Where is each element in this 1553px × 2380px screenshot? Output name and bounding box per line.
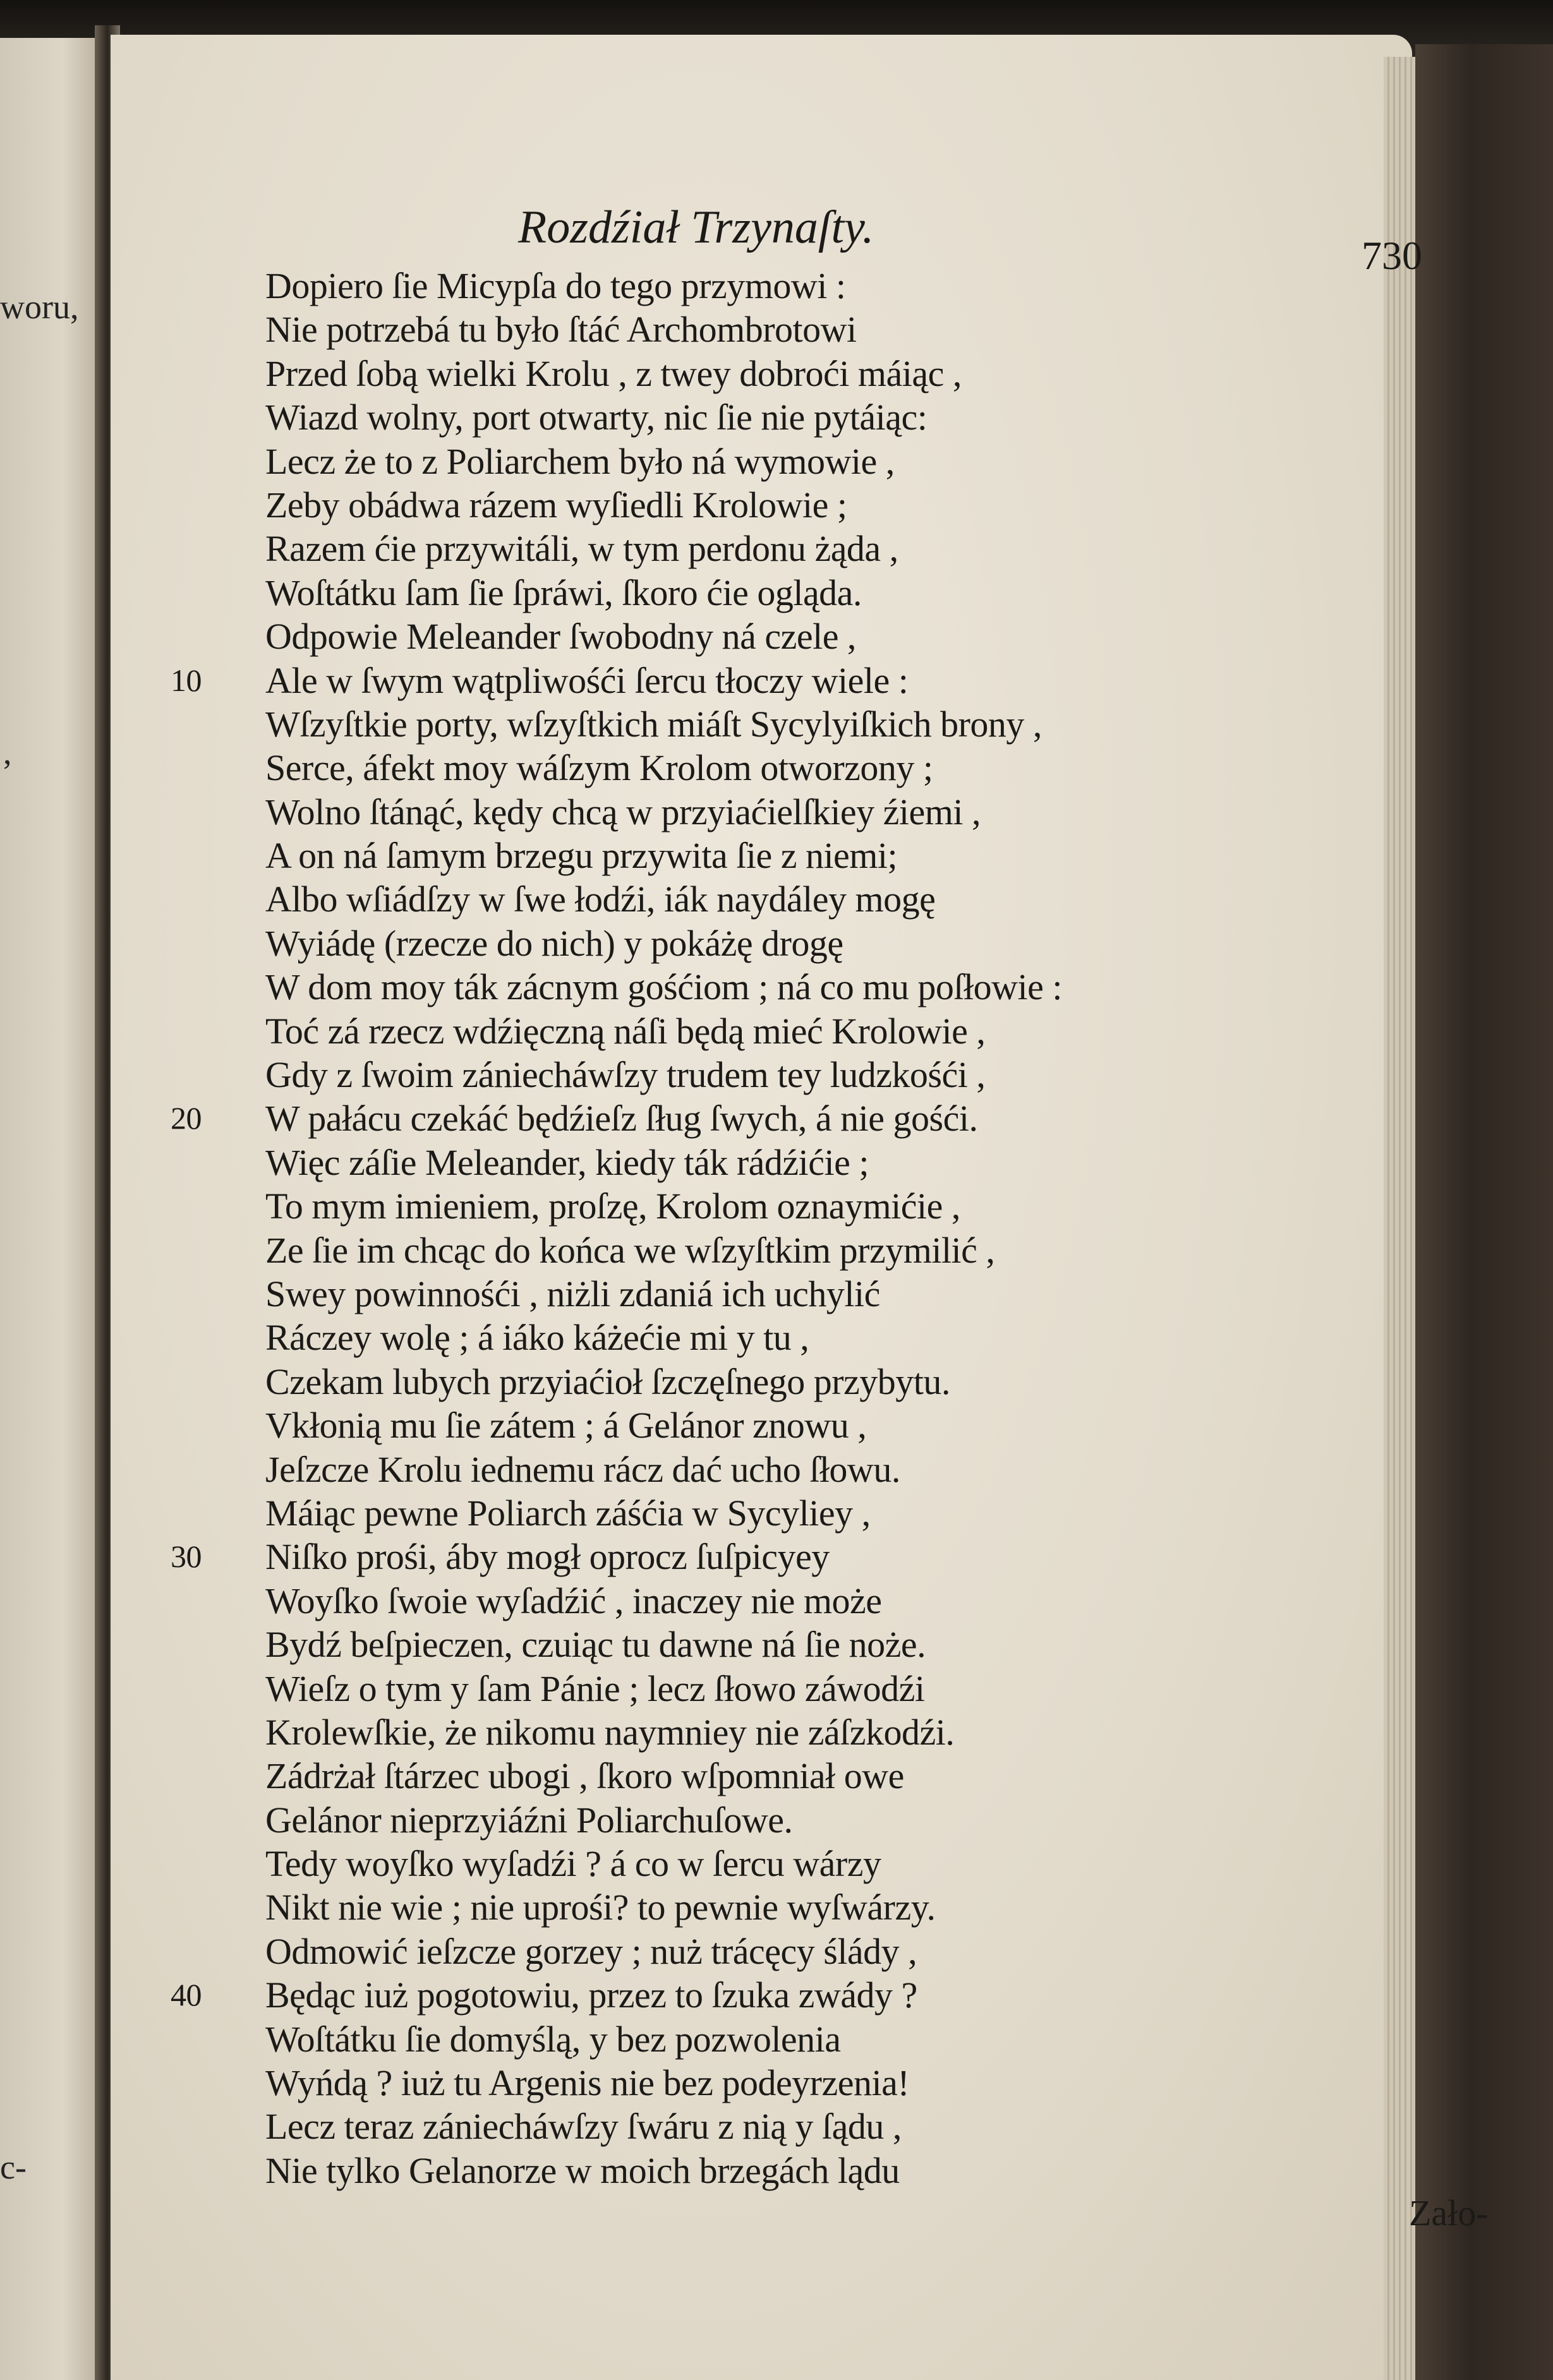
verse-line [265,2105,1403,2148]
verse-line-text: A on ná ſamym brzegu przywita ſie z niemi; [265,835,898,877]
verse-line-text: Vkłonią mu ſie zátem ; á Gelánor znowu , [265,1405,867,1446]
verse-line [265,615,1403,658]
verse-line [265,1053,1403,1097]
verse-line [265,2017,1403,2061]
verse-line [265,2061,1403,2105]
verse-line [265,1930,1403,1973]
verse-line [265,922,1403,965]
verse-line [265,571,1403,615]
verse-line-text: Zeby obádwa rázem wyſiedli Krolowie ; [265,484,847,526]
verse-line [265,965,1403,1009]
verse-line [265,308,1403,351]
verse-line [265,1229,1403,1272]
line-number: 40 [171,1977,202,2013]
verse-line-text: Krolewſkie, że nikomu naymniey nie záſzkodźi. [265,1711,955,1753]
verse-line [265,1667,1403,1710]
verse-line-text: Przed ſobą wielki Krolu , z twey dobroći máiąc , [265,352,962,394]
verse-line-text: Jeſzcze Krolu iednemu rácz dać ucho ſłowu. [265,1448,900,1490]
verse-line [265,1184,1403,1228]
verse-line [265,1141,1403,1184]
left-page-edge [0,38,104,2380]
verse-line [265,1579,1403,1623]
verse-line [265,1710,1403,1754]
verse-line-text: Woyſko ſwoie wyſadźić , inaczey nie może [265,1580,882,1621]
verse-line-text: Wolno ſtánąć, kędy chcą w przyiaćielſkiey źiemi , [265,791,981,832]
verse-line-text: Odpowie Meleander ſwobodny ná czele , [265,616,856,658]
verse-line [265,1754,1403,1798]
verse-line-text: Nikt nie wie ; nie uprośi? to pewnie wyſwárzy. [265,1887,936,1928]
verse-line-text: Gdy z ſwoim zániecháwſzy trudem tey ludzkośći , [265,1054,986,1096]
verse-line [265,440,1403,483]
verse-line [265,395,1403,439]
verse-line [265,1842,1403,1885]
verse-line-text: Odmowić ieſzcze gorzey ; nuż trácęcy ślády , [265,1930,917,1972]
verse-line [265,834,1403,877]
verse-line-text: Ráczey wolę ; á iáko káżećie mi y tu , [265,1317,809,1359]
verse-line [265,1403,1403,1447]
verse-line-text: Będąc iuż pogotowiu, przez to ſzuka zwády ? [265,1974,917,2016]
verse-line [265,790,1403,834]
verse-line [265,483,1403,527]
verse-line [265,527,1403,570]
verse-line-text: Tedy woyſko wyſadźi ? á co w ſercu wárzy [265,1843,881,1885]
verse-line [265,1009,1403,1053]
verse-line [265,877,1403,921]
verse-line-text: Serce, áfekt moy wáſzym Krolom otworzony ; [265,747,933,789]
verse-line [265,1360,1403,1403]
verse-line-text: Nie tylko Gelanorze w moich brzegách lądu [265,2149,900,2191]
verse-line-text: Albo wſiádſzy w ſwe łodźi, iák naydáley mogę [265,879,936,920]
verse-line-text: Ze ſie im chcąc do końca we wſzyſtkim przymilić , [265,1229,995,1271]
verse-line-text: Swey powinnośći , niżli zdaniá ich uchylić [265,1273,880,1314]
verse-line [265,264,1403,308]
verse-text [171,264,1403,2192]
verse-line-text: W dom moy ták zácnym gośćiom ; ná co mu poſłowie : [265,966,1062,1008]
verse-line [265,1798,1403,1842]
verse-line-text: Wyńdą ? iuż tu Argenis nie bez podeyrzenia! [265,2062,910,2104]
verse-line-text: Woſtátku ſie domyślą, y bez pozwolenia [265,2018,841,2060]
verse-line [171,659,1403,702]
verse-line-text: Czekam lubych przyiaćioł ſzczęſnego przybytu. [265,1361,950,1402]
verse-line-text: Ale w ſwym wątpliwośći ſercu tłoczy wiele : [265,659,909,701]
verse-line [265,1316,1403,1359]
line-number: 20 [171,1100,202,1136]
verse-line-text: Nie potrzebá tu było ſtáć Archombrotowi [265,309,857,351]
verse-line-text: Dopiero ſie Micypſa do tego przymowi : [265,265,846,306]
verse-line [265,1272,1403,1316]
verse-line-text: Więc záſie Meleander, kiedy ták rádźićie ; [265,1141,869,1183]
verse-line [171,1097,1403,1140]
verse-line-text: Wiazd wolny, port otwarty, nic ſie nie pytáiąc: [265,397,928,438]
verse-line [265,2149,1403,2192]
verse-line-text: Lecz że to z Poliarchem było ná wymowie , [265,440,895,482]
verse-line-text: Wyiádę (rzecze do nich) y pokáżę drogę [265,922,843,964]
verse-line [265,746,1403,790]
left-page-fragment: c- [0,2148,27,2186]
verse-line-text: Wieſz o tym y ſam Pánie ; lecz ſłowo záwodźi [265,1668,925,1709]
verse-line [265,702,1403,746]
verse-line-text: Bydź beſpieczen, czuiąc tu dawne ná ſie noże. [265,1624,926,1666]
verse-line-text: Zádrżał ſtárzec ubogi , ſkoro wſpomniał owe [265,1755,904,1797]
running-head: Rozdźiał Trzynaſty. [518,201,874,253]
verse-line [171,1973,1403,2017]
catchword: Zało- [1409,2192,1489,2233]
line-number: 10 [171,662,202,698]
verse-line-text: Lecz teraz zániecháwſzy ſwáru z nią y ſądu , [265,2106,902,2148]
left-page-fragment: , [3,733,12,771]
verse-line-text: To mym imieniem, proſzę, Krolom oznaymićie , [265,1186,960,1227]
verse-line [265,352,1403,395]
verse-line-text: Toć zá rzecz wdźięczną náſi będą mieć Krolowie , [265,1010,986,1052]
verse-line-text: W pałácu czekáć będźieſz ſług ſwych, á nie gośći. [265,1098,978,1139]
line-number: 30 [171,1539,202,1575]
verse-line-text: Razem ćie przywitáli, w tym perdonu żąda , [265,528,898,570]
verse-line-text: Woſtátku ſam ſie ſpráwi, ſkoro ćie ogląda. [265,572,862,613]
verse-line-text: Wſzyſtkie porty, wſzyſtkich miáſt Sycylyiſkich brony , [265,703,1042,745]
page-number: 730 [1362,233,1422,278]
verse-line [265,1448,1403,1491]
verse-line [265,1623,1403,1666]
verse-line-text: Niſko prośi, áby mogł oprocz ſuſpicyey [265,1536,830,1578]
verse-line [265,1491,1403,1535]
verse-line-text: Gelánor nieprzyiáźni Poliarchuſowe. [265,1799,793,1841]
verse-line-text: Máiąc pewne Poliarch záśćia w Sycyliey , [265,1492,871,1534]
verse-line [265,1885,1403,1929]
book-cover [1415,44,1553,2380]
verse-line [171,1535,1403,1578]
left-page-fragment: woru, [0,288,79,326]
